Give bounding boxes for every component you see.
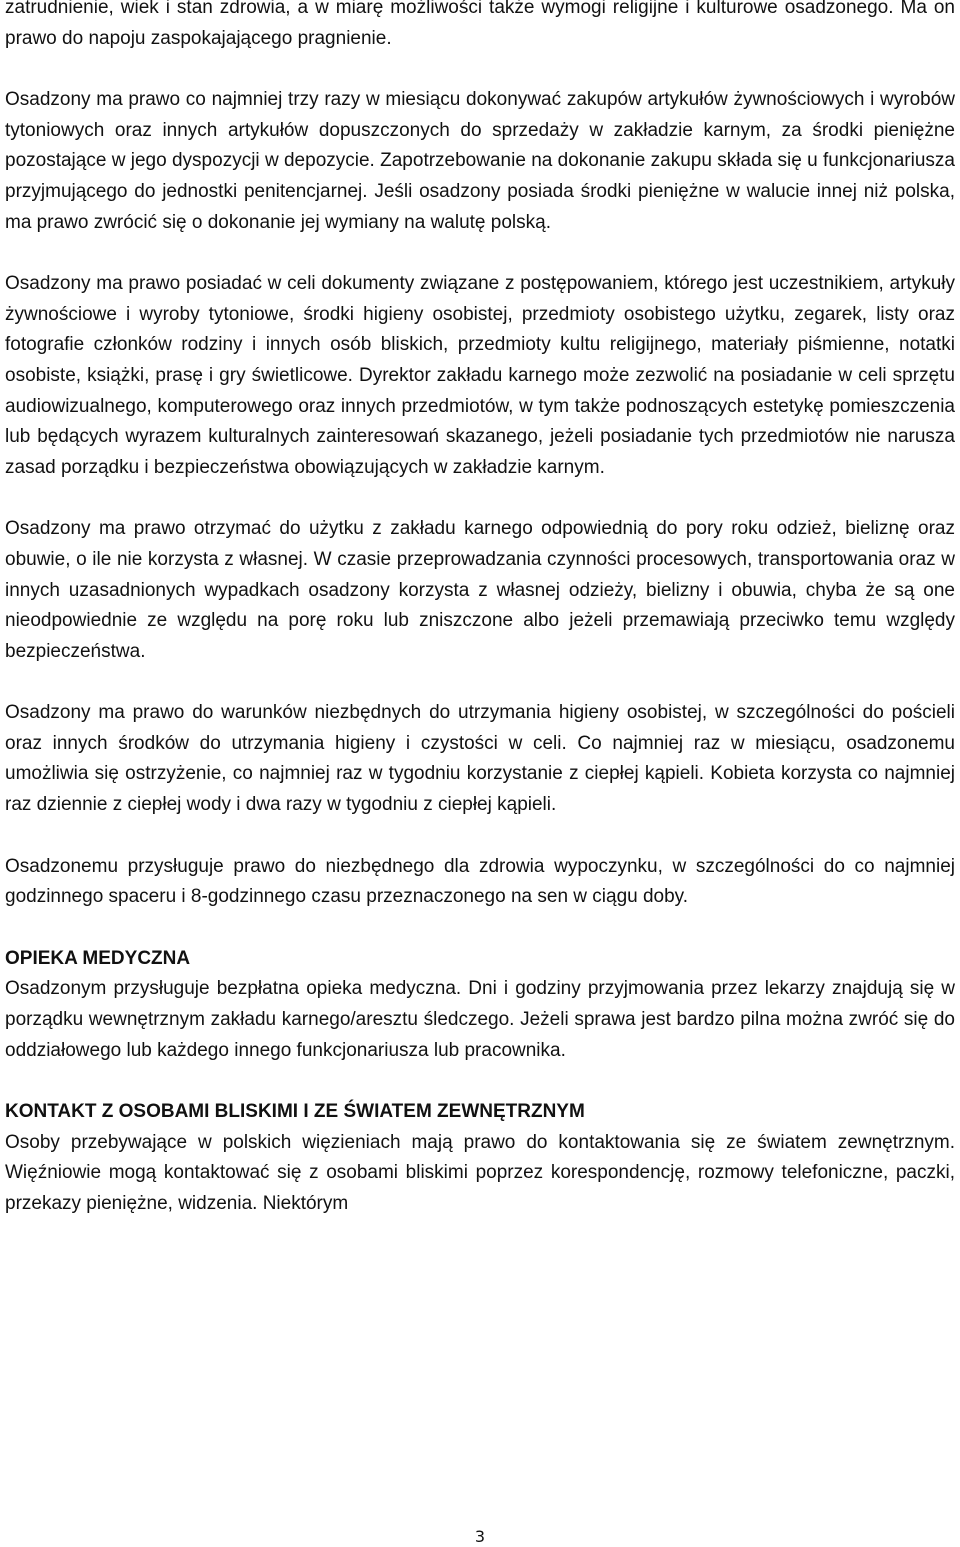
- paragraph-gap: [5, 1066, 955, 1097]
- section-heading-contact: KONTAKT Z OSOBAMI BLISKIMI I ZE ŚWIATEM ZEWNĘTRZNYM: [5, 1101, 585, 1123]
- paragraph-hygiene: Osadzony ma prawo do warunków niezbędnych do utrzymania higieny osobistej, w szczególności do pościeli oraz innych środków do utrzymania higieny i czystości w celi. Co najmniej raz w miesiącu, osadzonemu umożliwia się ostrzyżenie, co najmniej raz w tygodniu korzystanie z ciepłej kąpieli. Kobieta korzysta co najmniej raz dziennie z ciepłej wody i dwa razy w tygodniu z ciepłej kąpieli.: [5, 702, 955, 816]
- page-number: 3: [474, 1527, 486, 1546]
- paragraph-gap: [5, 821, 955, 852]
- paragraph-gap: [5, 667, 955, 698]
- paragraph-purchases: Osadzony ma prawo co najmniej trzy razy w miesiącu dokonywać zakupów artykułów żywnościowych i wyrobów tytoniowych oraz innych artykułów dopuszczonych do sprzedaży w zakładzie karnym, za środki pieniężne pozostające w jego dyspozycji w depozycie. Zapotrzebowanie na dokonanie zakupu składa się u funkcjonariusza przyjmującego do jednostki penitencjarnej. Jeśli osadzony posiada środki pieniężne w walucie innej niż polska, ma prawo zwrócić się o dokonanie jej wymiany na walutę polską.: [5, 89, 955, 233]
- paragraph-contact: Osoby przebywające w polskich więzieniach mają prawo do kontaktowania się ze światem zewnętrznym. Więźniowie mogą kontaktować się z osobami bliskimi poprzez korespondencję, rozmowy telefoniczne, paczki, przekazy pieniężne, widzenia. Niektórym: [5, 1131, 955, 1214]
- paragraph-cell-possessions: Osadzony ma prawo posiadać w celi dokumenty związane z postępowaniem, którego jest uczestnikiem, artykuły żywnościowe i wyroby tytoniowe, środki higieny osobistej, przedmioty osobistego użytku, zegarek, listy oraz fotografie członków rodziny i innych osób bliskich, przedmioty kultu religijnego, materiały piśmienne, notatki osobiste, książki, prasę i gry świetlicowe. Dyrektor zakładu karnego może zezwolić na posiadanie w celi sprzętu audiowizualnego, komputerowego oraz innych przedmiotów, w tym także podnoszących estetykę pomieszczenia lub będących wyrazem kulturalnych zainteresowań skazanego, jeżeli posiadanie tych przedmiotów nie narusza zasad porządku i bezpieczeństwa obowiązujących w zakładzie karnym.: [5, 273, 955, 478]
- paragraph-gap: [5, 54, 955, 85]
- paragraph-medical-care: Osadzonym przysługuje bezpłatna opieka medyczna. Dni i godziny przyjmowania przez lekarzy znajdują się w porządku wewnętrznym zakładu karnego/aresztu śledczego. Jeżeli sprawa jest bardzo pilna można zwróć się do oddziałowego lub każdego innego funkcjonariusza lub pracownika.: [5, 978, 955, 1061]
- paragraph-gap: [5, 238, 955, 269]
- paragraph-gap: [5, 483, 955, 514]
- paragraph-clothing: Osadzony ma prawo otrzymać do użytku z zakładu karnego odpowiednią do pory roku odzież, bieliznę oraz obuwie, o ile nie korzysta z własnej. W czasie przeprowadzania czynności procesowych, transportowania oraz w innych uzasadnionych wypadkach osadzony korzysta z własnej odzieży, bielizny i obuwia, chyba że są one nieodpowiednie ze względu na porę roku lub zniszczone albo jeżeli przemawiają przeciwko temu względy bezpieczeństwa.: [5, 518, 955, 662]
- paragraph-rest: Osadzonemu przysługuje prawo do niezbędnego dla zdrowia wypoczynku, w szczególności do co najmniej godzinnego spaceru i 8-godzinnego czasu przeznaczonego na sen w ciągu doby.: [5, 855, 955, 908]
- section-heading-medical: OPIEKA MEDYCZNA: [5, 947, 191, 969]
- paragraph-gap: [5, 913, 955, 944]
- paragraph-food-continued: zatrudnienie, wiek i stan zdrowia, a w miarę możliwości także wymogi religijne i kulturowe osadzonego. Ma on prawo do napoju zaspokajającego pragnienie.: [5, 0, 955, 49]
- document-page: [5, 0, 955, 1220]
